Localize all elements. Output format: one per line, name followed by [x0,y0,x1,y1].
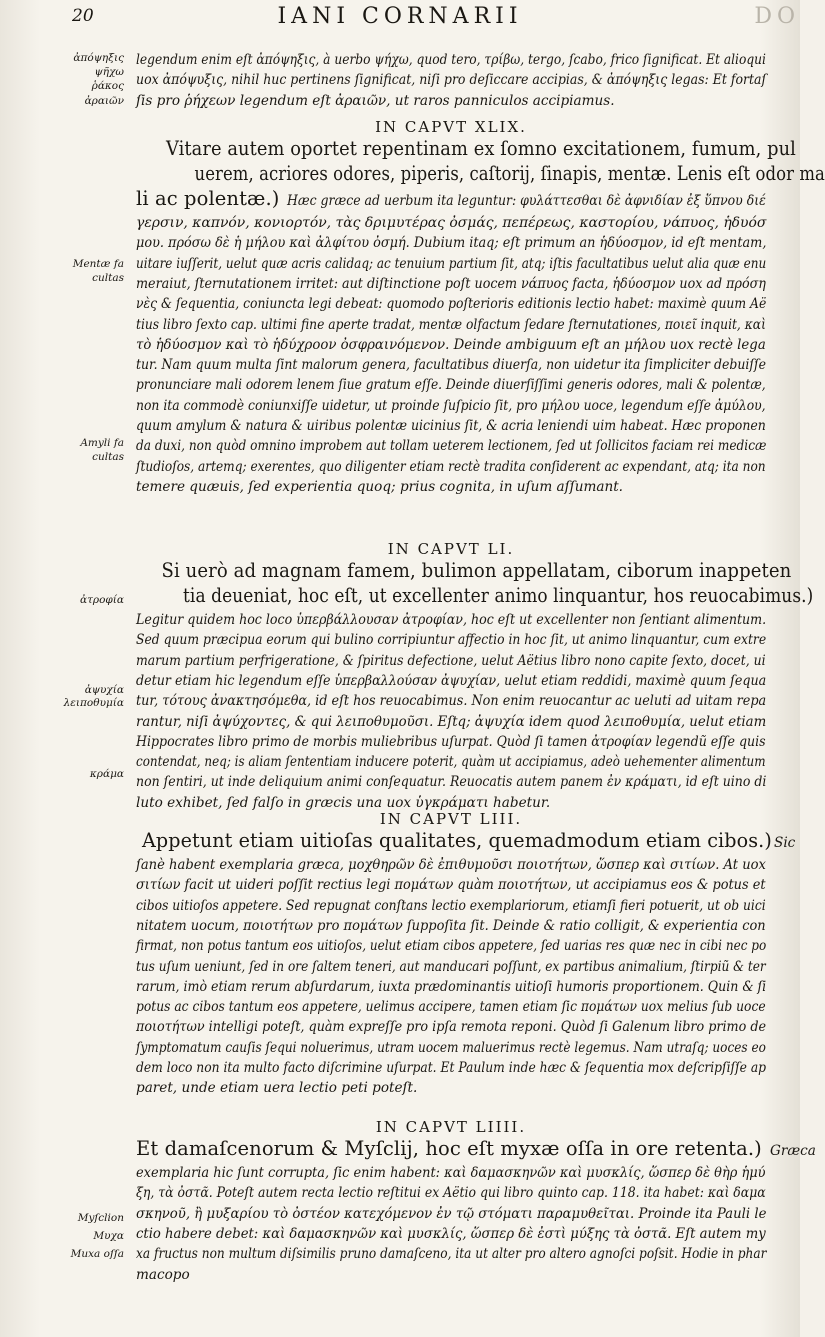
margin-note: ἀτροφία [80,594,124,606]
page-header [0,2,800,34]
lemma-line: Appetunt etiam uitioſas qualitates, quemadmodum etiam cibos.) [141,829,772,852]
body-line: dem loco non ita multo facto diſcrimine uſurpat. Et Paulum inde hæc & ſequentia mox deſcripſiſſe ap [136,1060,767,1076]
margin-note: ἀψυχία [84,684,124,696]
lemma-line: uerem, acriores odores, piperis, caſtorij, ſinapis, mentæ. Lenis eſt odor ma [194,162,825,185]
margin-note: ἀπόψηξις [73,52,124,64]
margin-note: ἀραιῶν [84,95,124,107]
lemma-line: tia deueniat, hoc eſt, ut excellenter animo linquantur, hos reuocabimus.) [183,584,814,607]
section-heading: IN CAPVT LIII. [379,810,523,828]
body-line: rantur, niſi ἀψύχοντες, & qui λειποθυμοῦσι. Eſtq; ἀψυχία idem quod λειποθυμία, uelut etiam [136,713,767,730]
body-line: nitatem uocum, ποιοτήτων pro πομάτων ſuppoſita ſit. Deinde & ratio colligit, & experientia con [136,917,766,934]
body-line: μου. πρόσω δὲ ἡ μήλου καὶ ἀλφίτου ὀσμή. Dubium itaq; eſt primum an ἡδύοσμον, id eſt mentam, [136,235,767,252]
body-line: τὸ ἡδύοσμον καὶ τὸ ἡδύχροον ὀσφραινόμενον. Deinde ambiguum eſt an μήλου uox rectè lega [136,336,766,353]
body-line: uitare iuſſerit, uelut quæ acris calidaq; ac tenuium partium ſit, atq; iſtis facultatibus uelut alia quæ enu [136,255,767,272]
margin-note: cultas [92,451,124,463]
section-heading: IN CAPVT LI. [387,540,515,558]
margin-note: Myſclion [77,1212,124,1224]
body-line: detur etiam hic legendum eſſe ὑπερβαλλούσαν ἀψυχίαν, uelut etiam reddidi, maximè quum ſequa [136,672,767,689]
bleed-through-text: DO [754,4,800,29]
body-line: Sic [774,835,796,851]
body-line: ξη, τὰ ὀστᾶ. Poteſt autem recta lectio reſtitui ex Aëtio qui libro quinto cap. 118. ita habet: καὶ δαμα [136,1185,766,1202]
body-line: tur. Nam quum multa ſint malorum genera, facultatibus diuerſa, non uidetur ita ſimpliciter debuiſſe [136,357,766,374]
lemma-line: li ac polentæ.) [136,187,280,210]
body-line: σκηνοῦ, ἢ μυξαρίου τὸ ὀστέον κατεχόμενον ἐν τῷ στόματι παραμυθεῖται. Proinde ita Pauli le [136,1205,767,1222]
body-line: σιτίων facit ut uideri poſſit rectius legi πομάτων quàm ποιοτήτων, ut accipiamus eos & potus et [136,877,766,894]
margin-note: Mentæ fa [72,258,124,270]
body-line: contendat, neq; is aliam ſententiam inducere poterit, quàm ut accipiamus, adeò uehementer alimentum [136,754,766,771]
body-line: Hæc græce ad uerbum ita leguntur: φυλάττεσθαι δὲ ἀφνιδίαν ἐξ ὕπνου διέ [287,193,766,209]
body-line: non ſentiri, ut inde deliquium animi conſequatur. Reuocatis autem panem ἐν κράματι, id eſt uino di [136,774,767,791]
body-line: tus uſum ueniunt, ſed in ore ſaltem teneri, aut manducari poſſunt, ex partibus animalium, ſtirpiũ & ter [136,958,766,975]
lemma-line: Si uerò ad magnam famem, bulimon appellatam, ciborum inappeten [161,559,792,582]
body-line: pronunciare mali odorem lenem ſiue gratum eſſe. Deinde diuerſiſſimi generis odores, mali & polentæ, [136,377,766,394]
margin-note: ῥάκος [91,80,124,92]
body-line: legendum enim eſt ἀπόψηξις, à uerbo ψήχω, quod tero, τρίβω, tergo, ſcabo, frico ſignificat. Et alioqui [136,52,766,68]
body-line: macopo [136,1266,190,1283]
running-head: IANI CORNARII [277,4,523,29]
body-line: ſtudioſos, artemq; exerentes, quo diligenter etiam rectè tradita conſiderent ac expendant, atq; ita non [136,458,766,475]
body-line: ſymptomatum cauſis ſequi noluerimus, utram uocem maluerimus rectè legemus. Nam utraſq; uoces eo [136,1039,766,1056]
body-line: ποιοτήτων intelligi poteſt, quàm expreſſe pro ipſa remota reponi. Quòd ſi Galenum libro primo de [136,1019,767,1036]
body-line: da duxi, non quòd omnino improbem aut tollam ueterem lectionem, ſed ut ſollicitos faciam rei medicæ [136,438,767,455]
page-number: 20 [72,6,94,26]
margin-note: cultas [92,272,124,284]
body-line: paret, unde etiam uera lectio peti poteſt. [136,1080,418,1097]
body-line: tius libro ſexto cap. ultimi fine aperte tradat, mentæ olfactum ſedare ſternutationes, ποιεῖ inquit, καὶ [136,316,766,333]
body-line: temere quæuis, ſed experientia quoq; prius cognita, in uſum aſſumant. [136,478,623,495]
body-line: Græca [770,1143,816,1159]
body-line: firmat, non potus tantum eos uitioſos, uelut etiam cibos appetere, ſed uarias res quæ nec in cibi nec po [136,938,767,955]
body-line: xa fructus non multum diſsimilis pruno damaſceno, ita ut alter pro altero agnoſci poſsit. Hodie in phar [136,1246,767,1263]
margin-note: Muxa oſſa [70,1248,124,1260]
body-line: rarum, imò etiam rerum abſurdarum, iuxta prædominantis uitioſi humoris proportionem. Quin & ſi [136,978,767,995]
body-line: cibos uitioſos appetere. Sed repugnat conſtans lectio exemplariorum, etiamſi fieri potuerit, ut ob uici [136,897,766,914]
lemma-line: Et damaſcenorum & Myſclij, hoc eſt myxæ oſſa in ore retenta.) [136,1137,762,1160]
body-line: non ita commodè coniunxiſſe uidetur, ut proinde ſuſpicio ſit, pro μήλου uoce, legendum eſſe ἀμύλου, [136,397,766,414]
section-heading: IN CAPVT XLIX. [375,118,527,136]
section-heading: IN CAPVT LIIII. [375,1118,527,1136]
lemma-line: Vitare autem oportet repentinam ex ſomno excitationem, fumum, pul [165,137,796,160]
body-line: marum partium perfrigeratione, & ſpiritus defectione, uelut Aëtius libro nono capite ſexto, docet, ui [136,652,766,669]
body-line: ſis pro ῥήχεων legendum eſt ἀραιῶν, ut raros panniculos accipiamus. [136,92,615,109]
body-line: νὲς & ſequentia, coniuncta legi debeat: quomodo poſterioris editionis lectio habet: maximè quum Aë [136,296,767,313]
body-line: Sed quum præcipua eorum qui bulino corripiuntur affectio in hoc ſit, ut animo linquantur, cum extre [136,632,767,649]
body-line: meraiut, ſternutationem irritet: aut diſtinctione poſt uocem νάπυος facta, ἡδύοσμον uox ad πρόση [136,275,766,292]
body-line: Legitur quidem hoc loco ὑπερβάλλουσαν ἀτροφίαν, hoc eſt ut excellenter non ſentiant alimentum. [136,612,767,628]
body-line: Hippocrates libro primo de morbis muliebribus uſurpat. Quòd ſi tamen ἀτροφίαν legendũ eſſe quis [136,733,766,750]
body-line: luto exhibet, ſed falſo in græcis una uox ὑγκράματι habetur. [136,794,551,811]
margin-note: ψῆχω [94,66,124,78]
body-line: ſanè habent exemplaria græca, μοχθηρῶν δὲ ἐπιθυμοῦσι ποιοτήτων, ὥσπερ καὶ σιτίων. At uox [136,857,766,873]
body-line: ctio habere debet: καὶ δαμασκηνῶν καὶ μυσκλίς, ὥσπερ δὲ ἐστὶ μύξης τὰ ὀστᾶ. Eſt autem my [136,1225,766,1242]
body-line: uox ἀπόψυξις, nihil huc pertinens ſignificat, niſi pro deſiccare accipias, & ἀπόψηξις legas: Et fortaſ [136,72,767,89]
body-line: quum amylum & natura & uiribus polentæ uicinius ſit, & acria leniendi uim habeat. Hæc proponen [136,418,766,434]
margin-note: λειποθυμία [63,697,124,709]
body-line: γερσιν, καπνόν, κονιορτόν, τὰς δριμυτέρας ὀσμάς, πεπέρεως, καστορίου, νάπυος, ἡδυόσ [136,215,767,231]
margin-note: Μυχα [93,1230,124,1242]
margin-note: κράμα [89,768,124,780]
body-line: tur, τότους ἀνακτησόμεθα, id eſt hos reuocabimus. Non enim reuocantur ac ueluti ad uitam repa [136,693,767,710]
body-line: potus ac cibos tantum eos appetere, uelimus accipere, tamen etiam ſic πομάτων uox melius ſub uoce [136,999,766,1016]
margin-note: Amyli fa [80,437,124,449]
body-line: exemplaria hic ſunt corrupta, ſic enim habent: καὶ δαμασκηνῶν καὶ μυσκλίς, ὥσπερ δὲ θὴρ ἡμύ [136,1165,766,1181]
